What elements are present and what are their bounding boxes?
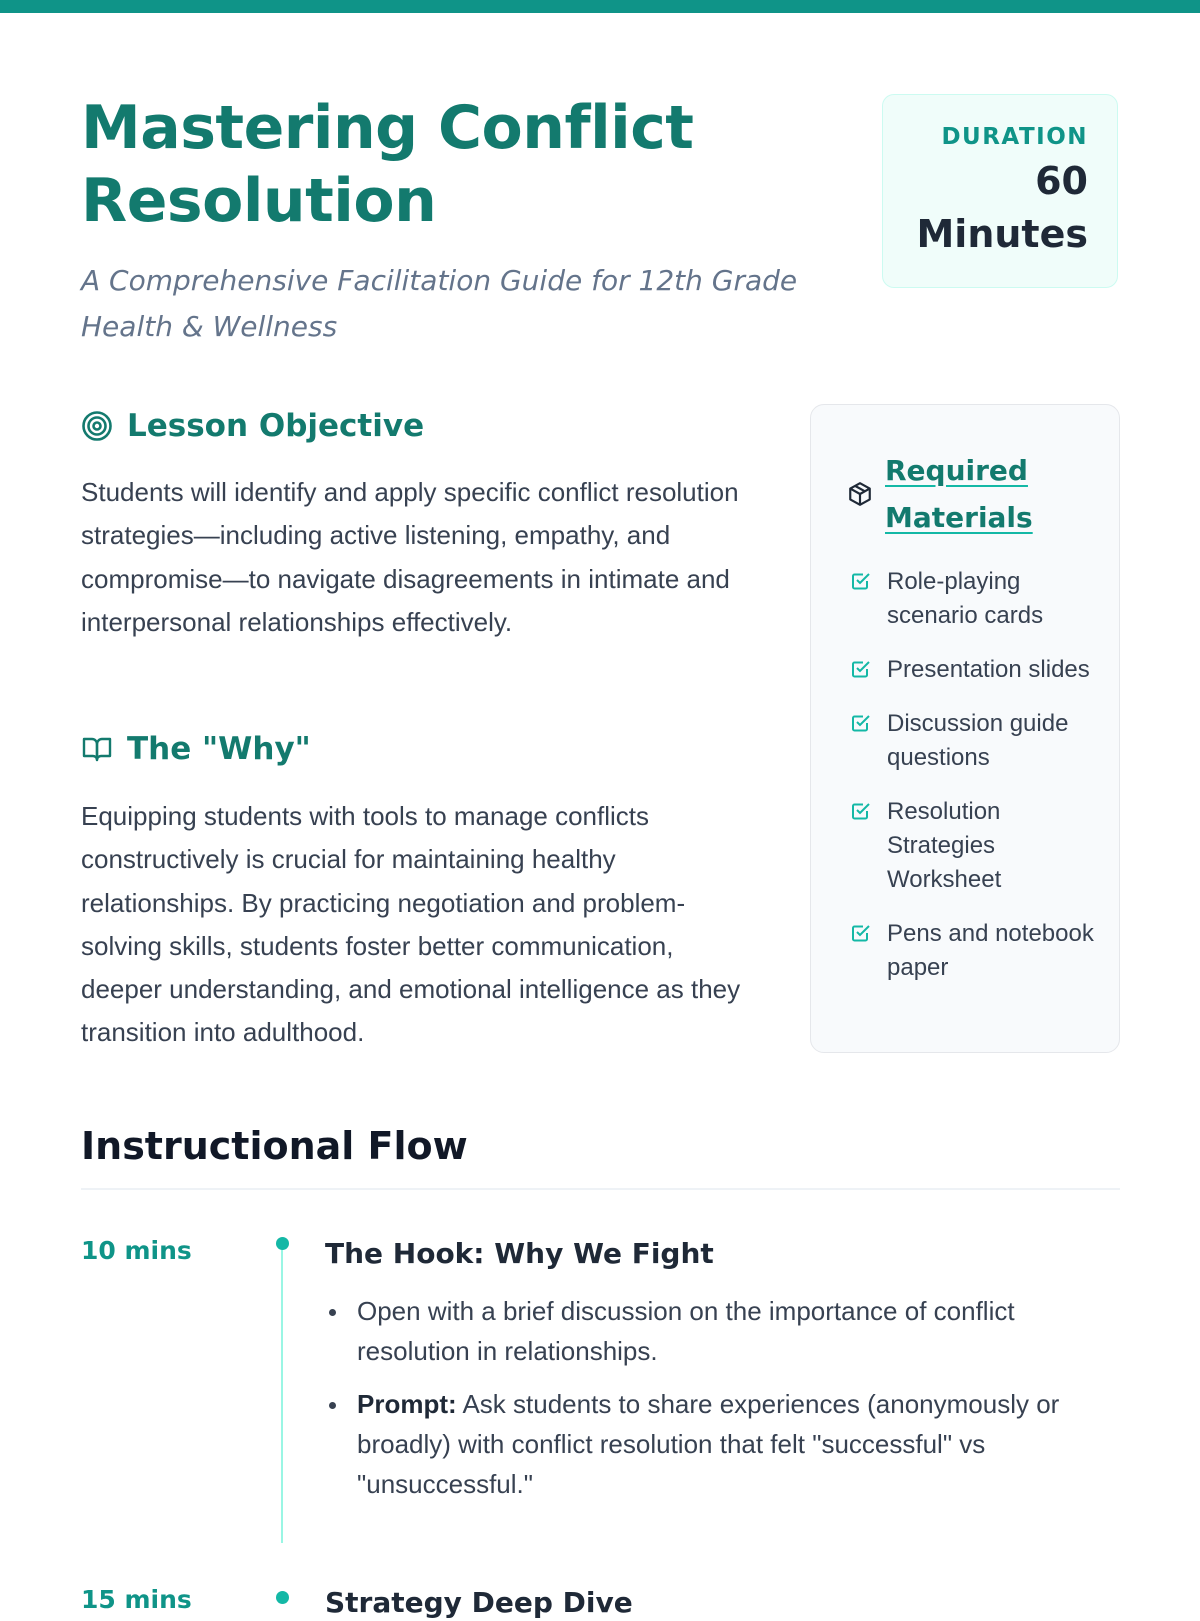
materials-heading-text: Required Materials [885, 454, 1033, 534]
step-bullets [325, 1291, 1105, 1517]
materials-item-label: Pens and notebook paper [887, 920, 1094, 981]
materials-item [851, 653, 1101, 687]
timeline-dot [276, 1591, 289, 1604]
materials-heading [847, 447, 1065, 541]
package-icon [847, 481, 873, 507]
why-heading-text: The "Why" [127, 731, 311, 767]
checkbox-icon [851, 571, 871, 591]
step-bullet-text: Ask students to share experiences (anonymously or broadly) with conflict resolution that felt "successful" vs "unsuccessful." [357, 1389, 1060, 1499]
objective-heading [81, 406, 424, 446]
duration-number: 60 [1035, 159, 1088, 203]
step-time: 10 mins [81, 1236, 192, 1265]
materials-item [851, 917, 1101, 985]
step-title: The Hook: Why We Fight [325, 1237, 714, 1270]
step-bullet-text: Open with a brief discussion on the importance of conflict resolution in relationships. [357, 1296, 1015, 1366]
open-book-icon [81, 733, 113, 765]
duration-label: DURATION [941, 124, 1088, 150]
materials-item-label: Discussion guide questions [887, 710, 1069, 771]
duration-unit: Minutes [916, 212, 1088, 256]
materials-item-label: Role-playing scenario cards [887, 568, 1044, 629]
step-title: Strategy Deep Dive [325, 1586, 633, 1619]
duration-value [883, 155, 1088, 261]
page-title: Mastering Conflict Resolution [81, 93, 694, 236]
step-bullet [325, 1291, 1105, 1371]
step-time: 15 mins [81, 1585, 192, 1614]
materials-list [851, 565, 1101, 1005]
why-text: Equipping students with tools to manage conflicts constructively is crucial for maintaining healthy relationships. By practicing negotiation and problem-solving skills, students foster better communication, deeper understanding, and emotional intelligence as they transition into adulthood. [81, 801, 741, 1048]
materials-panel [810, 404, 1120, 1053]
checkbox-icon [851, 801, 871, 821]
why-heading [81, 729, 311, 769]
top-accent-bar [0, 0, 1200, 13]
objective-text: Students will identify and apply specific conflict resolution strategies—including active listening, empathy, and compromise—to navigate disagreements in intimate and interpersonal relationships effectively. [81, 477, 739, 637]
checkbox-icon [851, 713, 871, 733]
objective-heading-text: Lesson Objective [127, 408, 425, 444]
timeline-line [281, 1250, 283, 1543]
target-icon [81, 410, 113, 442]
duration-card [882, 94, 1118, 288]
step-bullet [325, 1384, 1105, 1504]
materials-item [851, 565, 1101, 633]
divider [81, 1188, 1120, 1190]
materials-item [851, 707, 1101, 775]
materials-item-label: Presentation slides [887, 656, 1090, 683]
checkbox-icon [851, 923, 871, 943]
checkbox-icon [851, 659, 871, 679]
materials-item [851, 795, 1101, 897]
instructional-flow-heading: Instructional Flow [81, 1124, 468, 1168]
page-subtitle: A Comprehensive Facilitation Guide for 12th Grade Health & Wellness [81, 264, 798, 343]
timeline-dot [276, 1237, 289, 1250]
materials-item-label: Resolution Strategies Worksheet [887, 798, 1002, 893]
step-bullet-label: Prompt: [357, 1389, 457, 1419]
